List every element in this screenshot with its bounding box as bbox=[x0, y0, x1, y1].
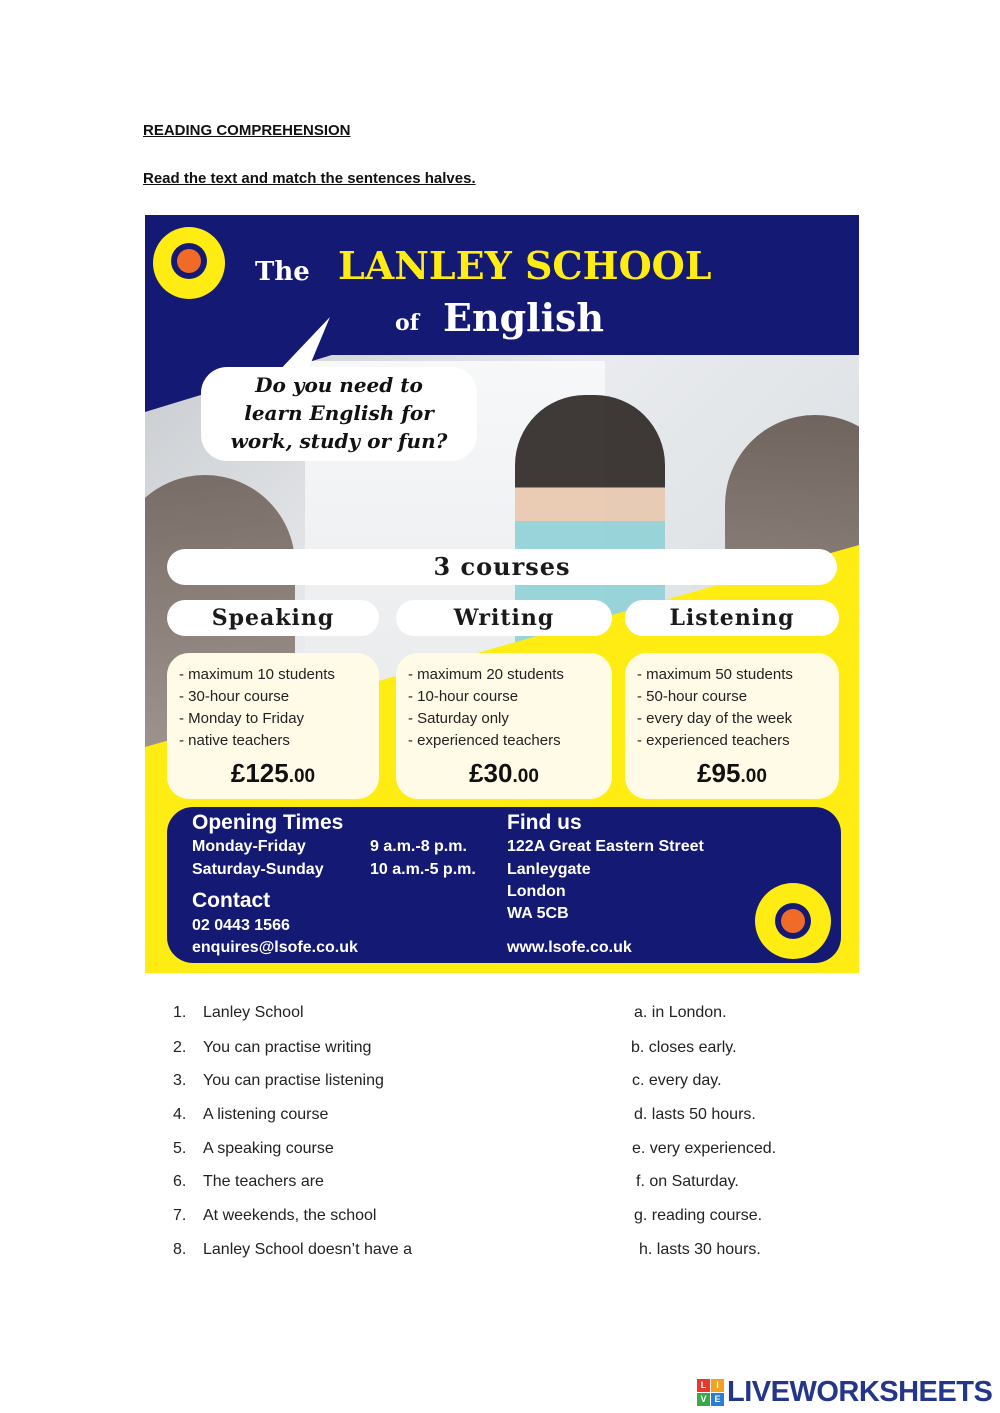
contact-phone: 02 0443 1566 bbox=[192, 917, 290, 934]
item-text: Lanley School bbox=[203, 1004, 304, 1021]
course-detail: - experienced teachers bbox=[408, 732, 561, 749]
course-detail: - experienced teachers bbox=[637, 732, 790, 749]
item-text: You can practise listening bbox=[203, 1072, 384, 1089]
bubble-line-2: learn English for bbox=[244, 401, 434, 425]
title-english: English bbox=[443, 295, 605, 340]
item-number: 8. bbox=[173, 1241, 187, 1258]
item-text: A listening course bbox=[203, 1106, 329, 1123]
find-us-heading: Find us bbox=[507, 811, 582, 834]
course-detail: - Saturday only bbox=[408, 710, 509, 727]
sentence-end: h. lasts 30 hours. bbox=[639, 1241, 761, 1258]
course-detail: - every day of the week bbox=[637, 710, 793, 727]
item-text: At weekends, the school bbox=[203, 1207, 377, 1224]
logo-letter: L bbox=[697, 1379, 710, 1392]
course-card-listening bbox=[625, 653, 839, 799]
bubble-line-3: work, study or fun? bbox=[230, 429, 448, 453]
course-name-speaking: Speaking bbox=[167, 600, 379, 636]
course-name-listening: Listening bbox=[625, 600, 839, 636]
logo-letter: V bbox=[697, 1393, 710, 1406]
course-price bbox=[167, 758, 379, 789]
course-price bbox=[396, 758, 612, 789]
item-number: 5. bbox=[173, 1140, 187, 1157]
course-detail: - native teachers bbox=[179, 732, 290, 749]
bubble-line-1: Do you need to bbox=[255, 373, 423, 397]
course-card-speaking bbox=[167, 653, 379, 799]
item-number: 1. bbox=[173, 1004, 187, 1021]
address-line: London bbox=[507, 883, 566, 900]
sentence-end: d. lasts 50 hours. bbox=[634, 1106, 756, 1123]
title-of: of bbox=[395, 310, 420, 336]
address-line: WA 5CB bbox=[507, 905, 569, 922]
sentence-end: f. on Saturday. bbox=[636, 1173, 739, 1190]
course-detail: - maximum 50 students bbox=[637, 666, 793, 683]
sentence-end: a. in London. bbox=[634, 1004, 727, 1021]
address-line: 122A Great Eastern Street bbox=[507, 838, 704, 855]
price-main: £95 bbox=[697, 758, 741, 788]
opening-hours: 10 a.m.-5 p.m. bbox=[370, 861, 476, 878]
opening-hours: 9 a.m.-8 p.m. bbox=[370, 838, 467, 855]
item-text: The teachers are bbox=[203, 1173, 324, 1190]
course-detail: - 50-hour course bbox=[637, 688, 748, 705]
worksheet-instruction: Read the text and match the sentences halves. bbox=[143, 170, 476, 187]
info-panel bbox=[167, 807, 841, 963]
courses-label: 3 courses bbox=[167, 549, 837, 585]
course-detail: - maximum 20 students bbox=[408, 666, 564, 683]
school-logo-icon bbox=[153, 227, 225, 299]
sentence-end: e. very experienced. bbox=[632, 1140, 777, 1157]
course-name-writing: Writing bbox=[396, 600, 612, 636]
item-number: 6. bbox=[173, 1173, 187, 1190]
logo-letter: E bbox=[711, 1393, 724, 1406]
opening-days: Saturday-Sunday bbox=[192, 861, 324, 878]
course-detail: - 10-hour course bbox=[408, 688, 519, 705]
price-main: £30 bbox=[469, 758, 513, 788]
price-pence: .00 bbox=[288, 766, 316, 787]
price-main: £125 bbox=[230, 758, 289, 788]
school-logo-icon-bottom bbox=[755, 883, 831, 959]
opening-times-heading: Opening Times bbox=[192, 811, 344, 834]
sentence-end: b. closes early. bbox=[631, 1039, 737, 1056]
item-number: 4. bbox=[173, 1106, 187, 1123]
school-poster bbox=[145, 215, 859, 973]
item-text: You can practise writing bbox=[203, 1039, 372, 1056]
course-detail: - maximum 10 students bbox=[179, 666, 335, 683]
sentence-end: c. every day. bbox=[632, 1072, 722, 1089]
contact-heading: Contact bbox=[192, 889, 271, 912]
course-detail: - 30-hour course bbox=[179, 688, 290, 705]
worksheet-heading: READING COMPREHENSION bbox=[143, 122, 351, 139]
item-number: 2. bbox=[173, 1039, 187, 1056]
liveworksheets-logo-icon bbox=[697, 1379, 725, 1407]
website: www.lsofe.co.uk bbox=[507, 939, 632, 956]
item-number: 3. bbox=[173, 1072, 187, 1089]
item-text: A speaking course bbox=[203, 1140, 334, 1157]
title-lanley-school: LANLEY SCHOOL bbox=[338, 243, 712, 288]
course-card-writing bbox=[396, 653, 612, 799]
opening-days: Monday-Friday bbox=[192, 838, 306, 855]
price-pence: .00 bbox=[512, 766, 539, 787]
item-number: 7. bbox=[173, 1207, 187, 1224]
price-pence: .00 bbox=[740, 766, 767, 787]
speech-bubble bbox=[201, 367, 477, 461]
contact-email: enquires@lsofe.co.uk bbox=[192, 939, 358, 956]
brand-name: LIVEWORKSHEETS bbox=[727, 1376, 993, 1408]
item-text: Lanley School doesn’t have a bbox=[203, 1241, 413, 1258]
logo-letter: I bbox=[711, 1379, 724, 1392]
address-line: Lanleygate bbox=[507, 861, 591, 878]
sentence-end: g. reading course. bbox=[634, 1207, 763, 1224]
course-price bbox=[625, 758, 839, 789]
course-detail: - Monday to Friday bbox=[179, 710, 305, 727]
title-the: The bbox=[255, 257, 310, 287]
